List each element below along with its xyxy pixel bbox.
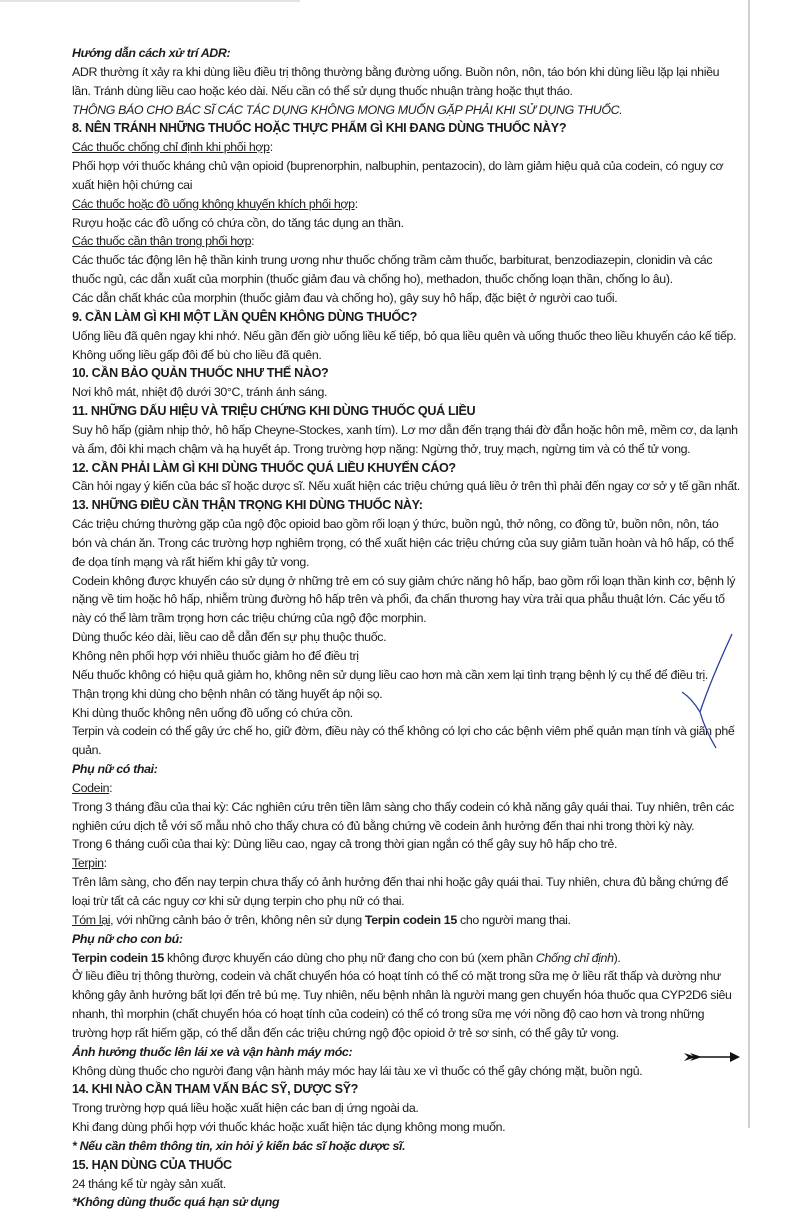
paragraph (72, 421, 740, 459)
text-run: 24 tháng kể từ ngày sản xuất. (72, 1176, 226, 1191)
paragraph (72, 798, 740, 836)
text-run: Cần hỏi ngay ý kiến của bác sĩ hoặc dược sĩ. Nếu xuất hiện các triệu chứng quá liều ở trên thì phải đến ngay cơ sở y tế gần nhất. (72, 479, 740, 494)
text-run: Codein (72, 780, 110, 795)
text-run: Tóm lại (72, 912, 111, 927)
paragraph (72, 666, 740, 685)
text-run: Phối hợp với thuốc kháng chủ vận opioid (buprenorphin, nalbuphin, pentazocin), do làm giảm hiệu quả của codein, có nguy cơ xuất hiện hội chứng cai (72, 159, 724, 192)
section-heading (72, 364, 740, 383)
paragraph (72, 63, 740, 101)
text-run: 11. NHỮNG DẤU HIỆU VÀ TRIỆU CHỨNG KHI DÙNG THUỐC QUÁ LIỀU (72, 404, 476, 419)
text-run: 9. CẦN LÀM GÌ KHI MỘT LẦN QUÊN KHÔNG DÙNG THUỐC? (72, 309, 417, 324)
text-run: Uống liều đã quên ngay khi nhớ. Nếu gần đến giờ uống liều kế tiếp, bỏ qua liều quên và uống thuốc theo liều khuyến cáo kế tiếp. Không uống liều gấp đôi để bù cho liều đã quên. (72, 328, 737, 362)
subsection-heading (72, 1043, 740, 1062)
paragraph (72, 967, 740, 1042)
text-run: 10. CẦN BẢO QUẢN THUỐC NHƯ THẾ NÀO? (72, 366, 329, 381)
text-run: Các thuốc hoặc đồ uống không khuyến khích phối hợp (72, 196, 355, 211)
paragraph (72, 854, 740, 873)
paragraph (72, 138, 740, 157)
paragraph (72, 477, 740, 496)
text-run: * Nếu cần thêm thông tin, xin hỏi ý kiến bác sĩ hoặc dược sĩ. (72, 1138, 406, 1153)
section-heading (72, 459, 740, 478)
text-run: Phụ nữ cho con bú: (72, 931, 183, 946)
text-run: Suy hô hấp (giảm nhịp thở, hô hấp Cheyne-Stockes, xanh tím). Lơ mơ dẫn đến trạng thái đờ đẫn hoặc hôn mê, mềm cơ, da lạnh và ẩm, đôi khi mạch chậm và hạ huyết áp. Trong trường hợp nặng: Ngừng thở, truỵ mạch, ngừng tim và có thể tử vong. (72, 422, 738, 456)
text-run: Ở liều điều trị thông thường, codein và chất chuyển hóa có hoạt tính có thể có mặt trong sữa mẹ ở liều rất thấp và dường như không gây ảnh hưởng bất lợi đến trẻ bú mẹ. Tuy nhiên, nếu bệnh nhân là người mang gen chuyển hóa thuốc qua CYP2D6 siêu nhanh, thì morphin (chất chuyển hóa có hoạt tính của codein) có thể có trong sữa mẹ với nồng độ cao hơn và trong những trường hợp rất hiếm gặp, có thể dẫn đến các triệu chứng ngộ độc opioid ở trẻ sơ sinh, có thể gây tử vong. (72, 969, 732, 1040)
text-run: Thận trọng khi dùng cho bệnh nhân có tăng huyết áp nội sọ. (72, 686, 383, 701)
text-run: 15. HẠN DÙNG CỦA THUỐC (72, 1157, 232, 1172)
text-run: Terpin (72, 856, 104, 871)
paragraph (72, 647, 740, 666)
text-run: Các triệu chứng thường gặp của ngộ độc opioid bao gồm rối loạn ý thức, buồn ngủ, thở nông, co đồng tử, buồn nôn, nôn, táo bón và chán ăn. Trong các trường hợp nghiêm trọng, có thể xuất hiện các triệu chứng của suy giảm tuần hoàn và hô hấp, có thể đe dọa tính mạng và rất hiếm khi gây tử vong. (72, 517, 734, 569)
text-run: Phụ nữ có thai: (72, 762, 158, 777)
text-run: : (269, 140, 273, 155)
scan-edge-right (748, 0, 750, 1128)
text-run: không được khuyến cáo dùng cho phụ nữ đang cho con bú (xem phần (163, 950, 536, 965)
text-run: 8. NÊN TRÁNH NHỮNG THUỐC HOẶC THỰC PHẨM GÌ KHI ĐANG DÙNG THUỐC NÀY? (72, 121, 567, 136)
text-run: Các thuốc tác động lên hệ thần kinh trung ương như thuốc chống trầm cảm thuốc, barbiturat, benzodiazepin, clonidin và các thuốc ngủ, các dẫn xuất của morphin (thuốc giảm đau và chống ho), methadon, thuốc chống loạn thần, chống lo âu). (72, 253, 713, 287)
paragraph (72, 383, 740, 402)
text-run: Dùng thuốc kéo dài, liều cao dễ dẫn đến sự phụ thuộc thuốc. (72, 630, 387, 645)
section-heading (72, 1156, 740, 1175)
subsection-heading (72, 1193, 740, 1212)
text-run: 13. NHỮNG ĐIỀU CẦN THẬN TRỌNG KHI DÙNG THUỐC NÀY: (72, 498, 423, 513)
text-run: ). (613, 950, 621, 965)
text-run: Không nên phối hợp với nhiều thuốc giảm ho để điều trị (72, 649, 359, 663)
text-run: : (354, 196, 358, 211)
paragraph (72, 157, 740, 195)
paragraph (72, 101, 740, 120)
paragraph (72, 873, 740, 911)
paragraph (72, 515, 740, 572)
next-page-arrow-icon (682, 1050, 742, 1064)
subsection-heading (72, 760, 740, 779)
subsection-heading (72, 930, 740, 949)
text-run: Terpin và codein có thể gây ức chế ho, giữ đờm, điều này có thể không có lợi cho các bệnh viêm phế quản mạn tính và giãn phế quản. (72, 724, 735, 758)
section-heading (72, 119, 740, 138)
text-run: 14. KHI NÀO CẦN THAM VẤN BÁC SỸ, DƯỢC SỸ? (72, 1082, 359, 1097)
section-heading (72, 1080, 740, 1099)
text-run: : (109, 780, 113, 795)
text-run: 12. CẦN PHẢI LÀM GÌ KHI DÙNG THUỐC QUÁ LIỀU KHUYẾN CÁO? (72, 460, 456, 475)
paragraph (72, 835, 740, 854)
paragraph (72, 685, 740, 704)
paragraph (72, 251, 740, 289)
paragraph (72, 327, 740, 365)
paragraph (72, 1099, 740, 1118)
paragraph (72, 628, 740, 647)
text-run: ADR thường ít xảy ra khi dùng liều điều trị thông thường bằng đường uống. Buồn nôn, nôn, táo bón khi dùng liều lặp lại nhiều lần. Tránh dùng liều cao hoặc kéo dài. Nếu cần có thể sử dụng thuốc nhuận tràng hoặc thụt tháo. (72, 64, 720, 98)
section-heading (72, 402, 740, 421)
text-run: Các thuốc cần thận trọng phối hợp (72, 234, 252, 249)
paragraph (72, 704, 740, 723)
text-run: Khi đang dùng phối hợp với thuốc khác hoặc xuất hiện tác dụng không mong muốn. (72, 1120, 506, 1135)
text-run: Trên lâm sàng, cho đến nay terpin chưa thấy có ảnh hưởng đến thai nhi hoặc gây quái thai. Tuy nhiên, chưa đủ bằng chứng để loại trừ tất cả các nguy cơ khi sử dụng terpin cho phụ nữ có thai. (72, 875, 728, 908)
paragraph (72, 214, 740, 233)
text-run: : (251, 234, 255, 249)
text-run: Terpin codein 15 (72, 950, 164, 965)
text-run: Trong 6 tháng cuối của thai kỳ: Dùng liều cao, ngay cả trong thời gian ngắn có thể gây suy hô hấp cho trẻ. (72, 837, 618, 852)
text-run: Hướng dẫn cách xử trí ADR: (72, 46, 231, 60)
text-run: Khi dùng thuốc không nên uống đồ uống có chứa cồn. (72, 705, 353, 720)
text-run: Nơi khô mát, nhiệt độ dưới 30°C, tránh ánh sáng. (72, 385, 328, 400)
text-run: : (103, 856, 107, 871)
handwritten-check-mark-icon (660, 630, 740, 755)
text-run: Trong trường hợp quá liều hoặc xuất hiện các ban dị ứng ngoài da. (72, 1101, 419, 1116)
text-run: *Không dùng thuốc quá hạn sử dụng (72, 1195, 280, 1210)
text-run: Terpin codein 15 (364, 912, 457, 927)
scan-edge-top (0, 0, 300, 2)
paragraph (72, 1062, 740, 1081)
leaflet-page (72, 44, 740, 1212)
text-run: Codein không được khuyến cáo sử dụng ở những trẻ em có suy giảm chức năng hô hấp, bao gồm rối loạn thần kinh cơ, bệnh lý nặng về tim hoặc hô hấp, nhiễm trùng đường hô hấp trên và phổi, đa chấn thương hay vừa trải qua phẫu thuật lớn. Các yếu tố này có thể làm trầm trọng hơn các triệu chứng của ngộ độc morphin. (72, 573, 736, 626)
text-run: Nếu thuốc không có hiệu quả giảm ho, không nên sử dụng liều cao hơn mà cần xem lại tình trạng bệnh lý cụ thể để điều trị. (72, 667, 709, 682)
text-run: cho người mang thai. (456, 912, 571, 927)
text-run: Không dùng thuốc cho người đang vận hành máy móc hay lái tàu xe vì thuốc có thể gây chóng mặt, buồn ngủ. (72, 1063, 643, 1078)
text-run: , với những cảnh báo ở trên, không nên sử dụng (110, 912, 365, 927)
subsection-heading (72, 1137, 740, 1156)
subsection-heading (72, 44, 740, 63)
section-heading (72, 496, 740, 515)
paragraph (72, 232, 740, 251)
section-heading (72, 308, 740, 327)
paragraph (72, 1175, 740, 1194)
paragraph (72, 779, 740, 798)
paragraph (72, 572, 740, 629)
text-run: THÔNG BÁO CHO BÁC SĨ CÁC TÁC DỤNG KHÔNG MONG MUỐN GẶP PHẢI KHI SỬ DỤNG THUỐC. (72, 102, 623, 117)
paragraph (72, 722, 740, 760)
text-run: Các dẫn chất khác của morphin (thuốc giảm đau và chống ho), gây suy hô hấp, đặc biệt ở người cao tuổi. (72, 290, 618, 305)
paragraph (72, 949, 740, 968)
text-run: Chống chỉ định (535, 950, 614, 965)
text-run: Trong 3 tháng đầu của thai kỳ: Các nghiên cứu trên tiền lâm sàng cho thấy codein có khả năng gây quái thai. Tuy nhiên, trên các nghiên cứu dịch tễ với số mẫu nhỏ cho thấy chưa có đủ bằng chứng về codein ảnh hưởng đến thai nhi trong thời kỳ này. (72, 799, 734, 833)
text-run: Các thuốc chống chỉ định khi phối hợp (72, 140, 270, 155)
text-run: Ảnh hưởng thuốc lên lái xe và vận hành máy móc: (72, 1044, 353, 1059)
paragraph (72, 289, 740, 308)
paragraph (72, 911, 740, 930)
paragraph (72, 195, 740, 214)
text-run: Rượu hoặc các đồ uống có chứa cồn, do tăng tác dụng an thần. (72, 215, 404, 230)
